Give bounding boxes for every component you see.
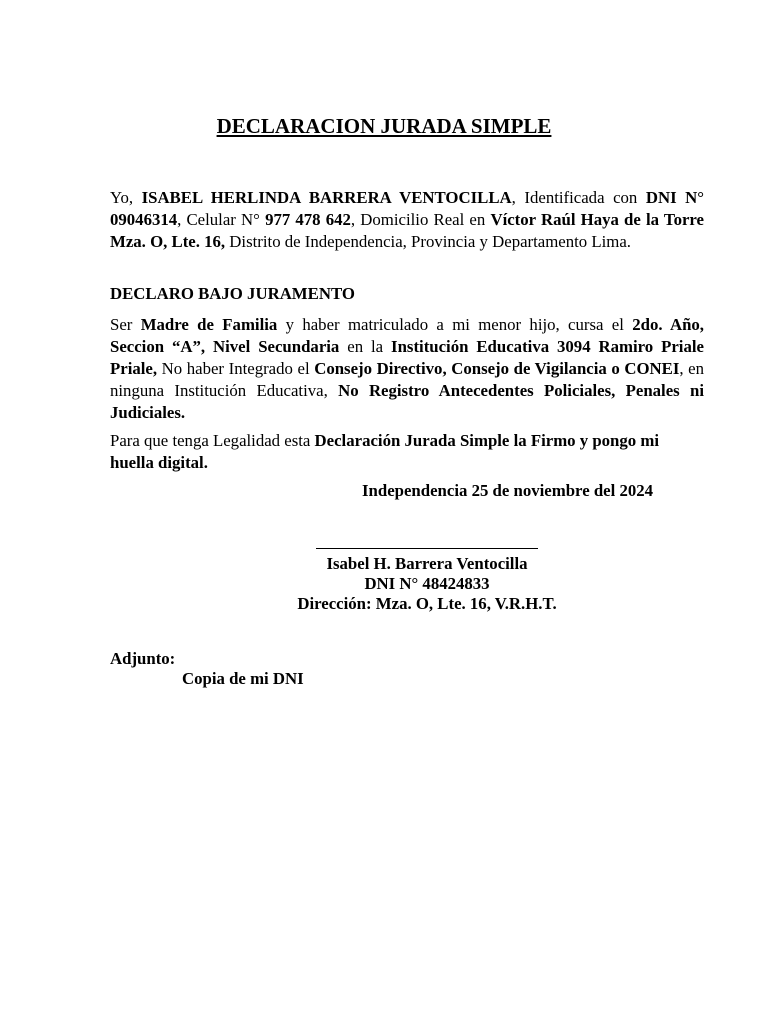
attachment-item: Copia de mi DNI <box>182 669 304 688</box>
text-segment: Yo, <box>110 188 142 207</box>
signer-name: Isabel H. Barrera Ventocilla <box>326 554 528 573</box>
school-name: Institución Educativa 3094 Ramiro Priale Priale, <box>110 337 704 378</box>
signature-block <box>200 530 654 614</box>
text-segment: , Domicilio Real en <box>350 210 491 229</box>
place-and-date: Independencia 25 de noviembre del 2024 <box>362 481 654 500</box>
text-segment: Para que tenga Legalidad esta <box>110 431 315 450</box>
signer-address: Dirección: Mza. O, Lte. 16, V.R.H.T. <box>297 594 557 613</box>
bold-segment: Declaración Jurada Simple la Firmo y pongo mi huella digital. <box>110 431 660 472</box>
bold-segment: No Registro Antecedentes Policiales, Penales ni Judiciales. <box>110 381 705 422</box>
bold-segment: 2do. Año, Seccion “A”, Nivel Secundaria <box>110 315 704 356</box>
declarant-dni: DNI N° 09046314 <box>110 188 705 229</box>
text-segment: Ser <box>110 315 141 334</box>
text-segment: , Identificada con <box>511 188 646 207</box>
signer-dni: DNI N° 48424833 <box>364 574 490 593</box>
bold-segment: Consejo Directivo, Consejo de Vigilancia o CONEI <box>314 359 680 378</box>
document-title: DECLARACION JURADA SIMPLE <box>216 114 552 138</box>
declarant-phone: 977 478 642 <box>265 210 351 229</box>
declaration-paragraph <box>110 314 704 424</box>
attachments-label: Adjunto: <box>110 649 176 668</box>
text-segment: y haber matriculado a mi menor hijo, cursa el <box>277 315 633 334</box>
text-segment: No haber Integrado el <box>157 359 315 378</box>
declarant-name: ISABEL HERLINDA BARRERA VENTOCILLA <box>141 188 512 207</box>
declaration-heading: DECLARO BAJO JURAMENTO <box>110 284 355 303</box>
declarant-paragraph <box>110 187 704 253</box>
text-segment: , en ninguna Institución Educativa, <box>110 359 704 400</box>
closing-paragraph <box>110 430 704 474</box>
text-segment: en la <box>339 337 392 356</box>
text-segment: Distrito de Independencia, Provincia y Departamento Lima. <box>225 232 631 251</box>
bold-segment: Madre de Familia <box>140 315 278 334</box>
signature-line <box>316 530 538 549</box>
declarant-address: Víctor Raúl Haya de la Torre Mza. O, Lte. 16, <box>110 210 704 251</box>
text-segment: , Celular N° <box>177 210 266 229</box>
